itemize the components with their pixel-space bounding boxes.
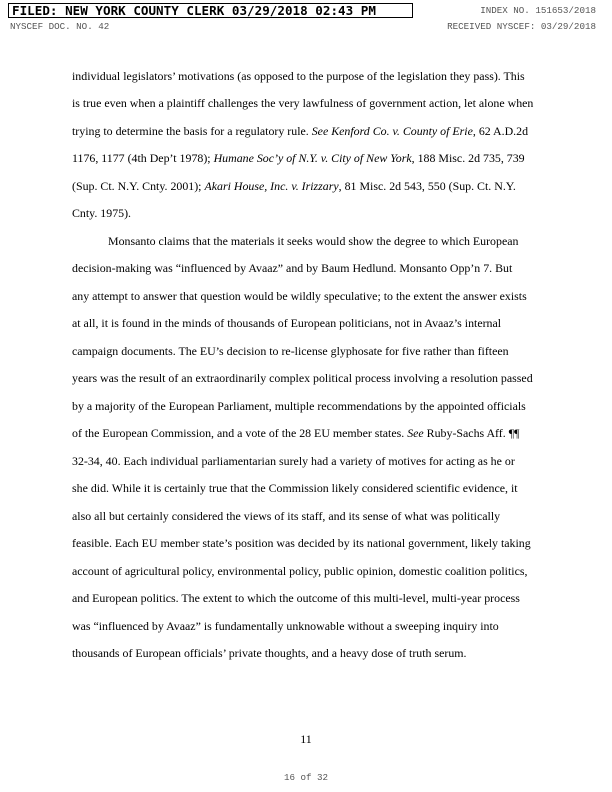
text-run: 1176, 1177 (4th Dep’t 1978); — [72, 151, 214, 165]
doc-number: NYSCEF DOC. NO. 42 — [10, 21, 110, 32]
text-run: Ruby-Sachs Aff. ¶¶ — [423, 426, 520, 440]
text-line: and European politics. The extent to which the outcome of this multi-level, multi-year process — [72, 591, 520, 605]
text-line — [72, 179, 516, 193]
text-run: of the European Commission, and a vote of the 28 EU member states. — [72, 426, 408, 440]
text-line: thousands of European officials’ private thoughts, and a heavy dose of truth serum. — [72, 646, 467, 660]
page-footer: 16 of 32 — [283, 772, 329, 783]
case-citation: See Kenford Co. v. County of Erie — [311, 124, 473, 138]
case-citation: Akari House, Inc. v. Irizzary — [204, 179, 339, 193]
text-line — [72, 151, 525, 165]
filed-banner: FILED: NEW YORK COUNTY CLERK 03/29/2018 02:43 PM — [8, 3, 413, 18]
text-line: campaign documents. The EU’s decision to re-license glyphosate for five rather than fifteen — [72, 344, 509, 358]
text-line: at all, it is found in the minds of thousands of European politicians, not in Avaaz’s internal — [72, 316, 502, 330]
received-date: RECEIVED NYSCEF: 03/29/2018 — [447, 21, 596, 32]
text-line: Cnty. 1975). — [72, 206, 132, 220]
text-run: , 188 Misc. 2d 735, 739 — [411, 151, 525, 165]
text-line: account of agricultural policy, environmental policy, public opinion, domestic coalition politics, — [72, 564, 528, 578]
text-line: any attempt to answer that question would be wildly speculative; to the extent the answer exists — [72, 289, 527, 303]
text-line: Monsanto claims that the materials it seeks would show the degree to which European — [108, 234, 519, 248]
index-number: INDEX NO. 151653/2018 — [480, 5, 596, 16]
text-line: by a majority of the European Parliament, multiple recommendations by the appointed officials — [72, 399, 526, 413]
text-run: trying to determine the basis for a regulatory rule. — [72, 124, 312, 138]
text-line: decision-making was “influenced by Avaaz” and by Baum Hedlund. Monsanto Opp’n 7. But — [72, 261, 513, 275]
text-line: was “influenced by Avaaz” is fundamentally unknowable without a sweeping inquiry into — [72, 619, 499, 633]
text-run: , 62 A.D.2d — [472, 124, 529, 138]
text-line: 32-34, 40. Each individual parliamentarian surely had a variety of motives for acting as he or — [72, 454, 515, 468]
page-number: 11 — [300, 732, 312, 746]
text-line: also all but certainly considered the views of its staff, and its sense of what was politically — [72, 509, 501, 523]
text-line: years was the result of an extraordinarily complex political process involving a resolution passed — [72, 371, 533, 385]
text-line: is true even when a plaintiff challenges the very lawfulness of government action, let alone when — [72, 96, 534, 110]
text-line: feasible. Each EU member state’s position was decided by its national government, likely taking — [72, 536, 531, 550]
signal-see: See — [407, 426, 424, 440]
text-line — [72, 124, 528, 138]
text-run: , 81 Misc. 2d 543, 550 (Sup. Ct. N.Y. — [338, 179, 516, 193]
text-line: she did. While it is certainly true that the Commission likely considered scientific evidence, it — [72, 481, 518, 495]
case-citation: Humane Soc’y of N.Y. v. City of New York — [213, 151, 412, 165]
text-line: individual legislators’ motivations (as opposed to the purpose of the legislation they pass). This — [72, 69, 525, 83]
text-line — [72, 426, 519, 440]
text-run: (Sup. Ct. N.Y. Cnty. 2001); — [72, 179, 205, 193]
